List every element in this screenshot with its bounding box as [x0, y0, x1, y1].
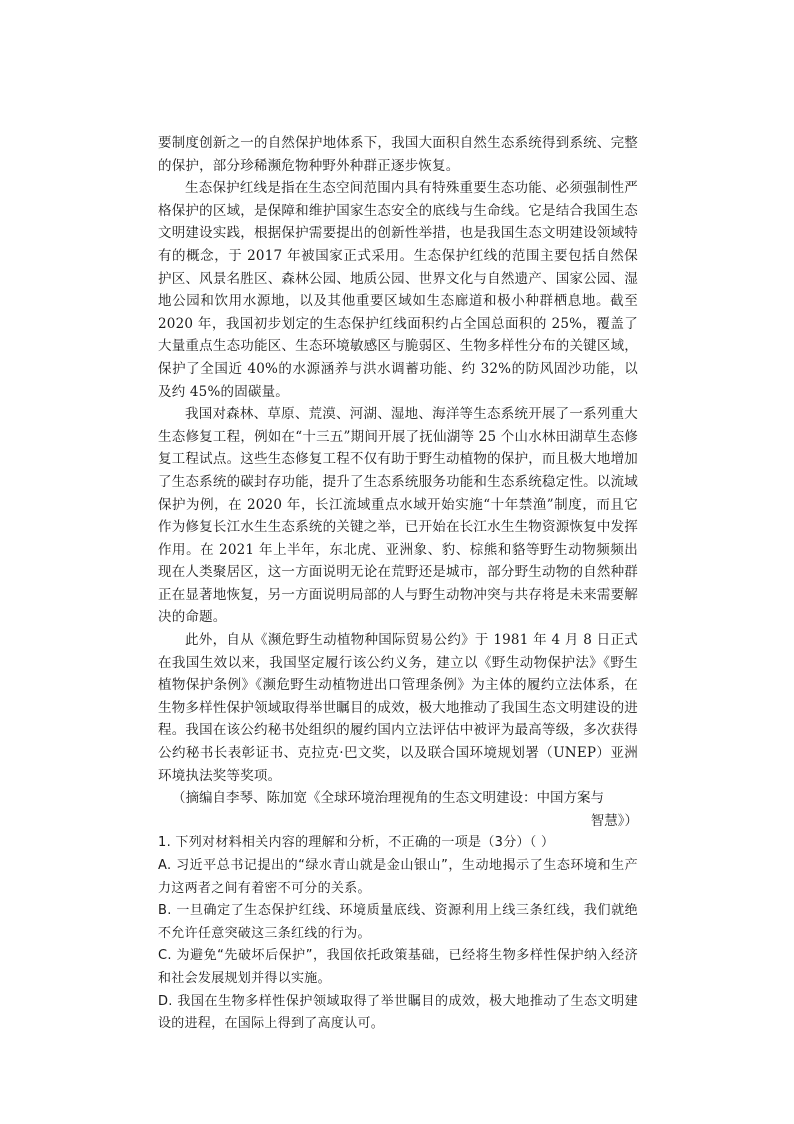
passage-paragraph-red-line: 生态保护红线是指在生态空间范围内具有特殊重要生态功能、必须强制性严格保护的区域，是保障和维护国家生态安全的底线与生命线。它是结合我国生态文明建设实践，根据保护需要提出的创新性举措，也是我国生态文明建设领域特有的概念，于 2017 年被国家正式采用。生态保护红线的范围主要包括自然保护区、风景名胜区、森林公园、地质公园、世界文化与自然遗产、国家公园、湿地公园和饮用水源地，以及其他重要区域如生态廊道和极小种群栖息地。截至 2020 年，我国初步划定的生态保护红线面积约占全国总面积的 25%，覆盖了大量重点生态功能区、生态环境敏感区与脆弱区、生物多样性分布的关键区域，保护了全国近 40%的水源涵养与洪水调蓄功能、约 32%的防风固沙功能，以及约 45%的固碳量。 [158, 180, 638, 400]
passage-paragraph-restoration: 我国对森林、草原、荒漠、河湖、湿地、海洋等生态系统开展了一系列重大生态修复工程，例如在“十三五”期间开展了抚仙湖等 25 个山水林田湖草生态修复工程试点。这些生态修复工程不仅有助于野生动植物的保护，而且极大地增加了生态系统的碳封存功能，提升了生态系统服务功能和生态系统稳定性。以流域保护为例，在 2020 年，长江流域重点水域开始实施“十年禁渔”制度，而且它作为修复长江水生生态系统的关键之举，已开始在长江水生生物资源恢复中发挥作用。在 2021 年上半年，东北虎、亚洲象、豹、棕熊和貉等野生动物频频出现在人类聚居区，这一方面说明无论在荒野还是城市，部分野生动物的自然种群正在显著地恢复，另一方面说明局部的人与野生动物冲突与共存将是未来需要解决的命题。 [158, 406, 638, 626]
source-citation-end: 智慧》） [590, 812, 638, 829]
option-b: B. 一旦确定了生态保护红线、环境质量底线、资源利用上线三条红线，我们就绝不允许任意突破这三条红线的行为。 [158, 903, 638, 941]
option-c: C. 为避免“先破坏后保护”，我国依托政策基础，已经将生物多样性保护纳入经济和社会发展规划并得以实施。 [158, 948, 638, 986]
passage-paragraph-continued: 要制度创新之一的自然保护地体系下，我国大面积自然生态系统得到系统、完整的保护，部分珍稀濒危物种野外种群正逐步恢复。 [158, 135, 638, 174]
option-d: D. 我国在生物多样性保护领域取得了举世瞩目的成效，极大地推动了生态文明建设的进程，在国际上得到了高度认可。 [158, 993, 638, 1032]
passage-paragraph-convention: 此外，自从《濒危野生动植物种国际贸易公约》于 1981 年 4 月 8 日正式在我国生效以来，我国坚定履行该公约义务，建立以《野生动物保护法》《野生植物保护条例》《濒危野生动植物进出口管理条例》为主体的履约立法体系，在生物多样性保护领域取得举世瞩目的成效，极大地推动了我国生态文明建设的进程。我国在该公约秘书处组织的履约国内立法评估中被评为最高等级，多次获得公约秘书长表彰证书、克拉克·巴文奖，以及联合国环境规划署（UNEP）亚洲环境执法奖等奖项。 [158, 632, 638, 784]
document-page [158, 132, 638, 1036]
option-a: A. 习近平总书记提出的“绿水青山就是金山银山”，生动地揭示了生态环境和生产力这两者之间有着密不可分的关系。 [158, 858, 638, 896]
question-stem: 1. 下列对材料相关内容的理解和分析，不正确的一项是（3分）（ ） [158, 835, 555, 851]
source-citation: （摘编自李琴、陈加宽《全球环境治理视角的生态文明建设：中国方案与 [172, 790, 604, 807]
